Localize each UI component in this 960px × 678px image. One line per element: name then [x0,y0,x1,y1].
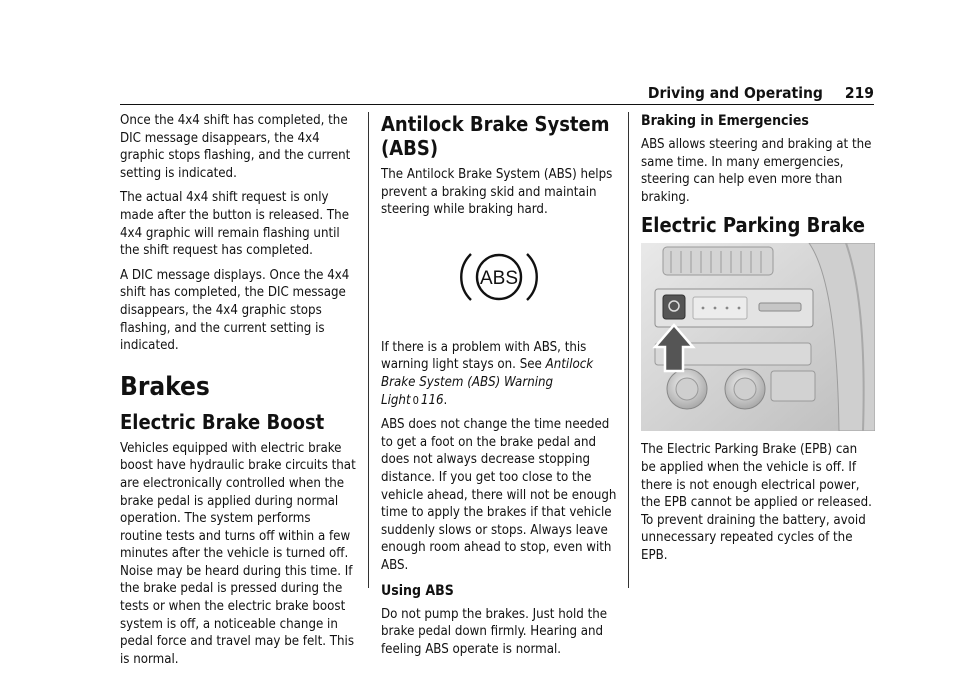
column-divider [368,112,369,588]
page-ref-number[interactable]: 116 [420,392,444,408]
paragraph: ABS does not change the time needed to get a foot on the brake pedal and does not always decrease stopping distance. If you get too close to the vehicle ahead, there will not be enough time to apply the brakes if that vehicle suddenly slows or stops. Always leave enough room ahead to stop, even with ABS. [381,417,617,573]
paragraph: The Electric Parking Brake (EPB) can be applied when the vehicle is off. If there is not enough electrical power, the EPB cannot be applied or released. To prevent draining the battery, avoid unnecessary repeated cycles of the EPB. [641,442,872,563]
paragraph: Vehicles equipped with electric brake boost have hydraulic brake circuits that are electronically controlled when the brake pedal is applied during normal operation. The system performs routine tests and turns off within a few minutes after the vehicle is turned off. Noise may be heard during this time. If the brake pedal is pressed during the tests or when the electric brake boost system is off, a noticeable change in pedal force and travel may be felt. This is normal. [120,440,356,667]
paragraph: Once the 4x4 shift has completed, the DIC message disappears, the 4x4 graphic stops flashing, and the current setting is indicated. [120,113,351,181]
heading-electric-parking-brake: Electric Parking Brake [641,213,865,238]
abs-warning-icon [381,227,617,327]
text: If there is a problem with ABS, this warning light stays on. See [381,339,587,373]
paragraph: A DIC message displays. Once the 4x4 shift has completed, the DIC message disappears, the 4x4 graphic stops flashing, and the current setting is indicated. [120,267,350,354]
column-1 [120,112,356,675]
header-rule [120,104,874,105]
abs-symbol-text: ABS [479,267,519,289]
paragraph: Do not pump the brakes. Just hold the brake pedal down firmly. Hearing and feeling ABS operate is normal. [381,606,608,657]
column-2 [381,112,617,665]
epb-switch-photo [641,243,875,431]
page-ref-arrow-icon: 0 [412,393,419,407]
section-title: Driving and Operating [647,84,823,102]
column-divider [628,112,629,588]
heading-abs: Antilock Brake System (ABS) [381,112,610,160]
heading-electric-brake-boost: Electric Brake Boost [120,409,325,434]
paragraph: The actual 4x4 shift request is only made after the button is released. The 4x4 graphic will remain flashing until the shift request has completed. [120,190,349,259]
heading-braking-in-emergencies: Braking in Emergencies [641,113,809,129]
running-head [648,84,874,102]
abs-warning-symbol [457,245,541,309]
paragraph: ABS allows steering and braking at the same time. In many emergencies, steering can help even more than braking. [641,137,872,205]
text: . [443,392,448,408]
page-number: 219 [844,84,874,102]
column-3 [641,112,875,572]
paragraph-abs-warning [381,339,617,409]
paragraph: The Antilock Brake System (ABS) helps prevent a braking skid and maintain steering while braking hard. [381,167,613,218]
heading-brakes: Brakes [120,371,210,402]
cross-reference-link[interactable]: Antilock Brake System (ABS) Warning Light [381,357,594,408]
heading-using-abs: Using ABS [381,582,454,599]
